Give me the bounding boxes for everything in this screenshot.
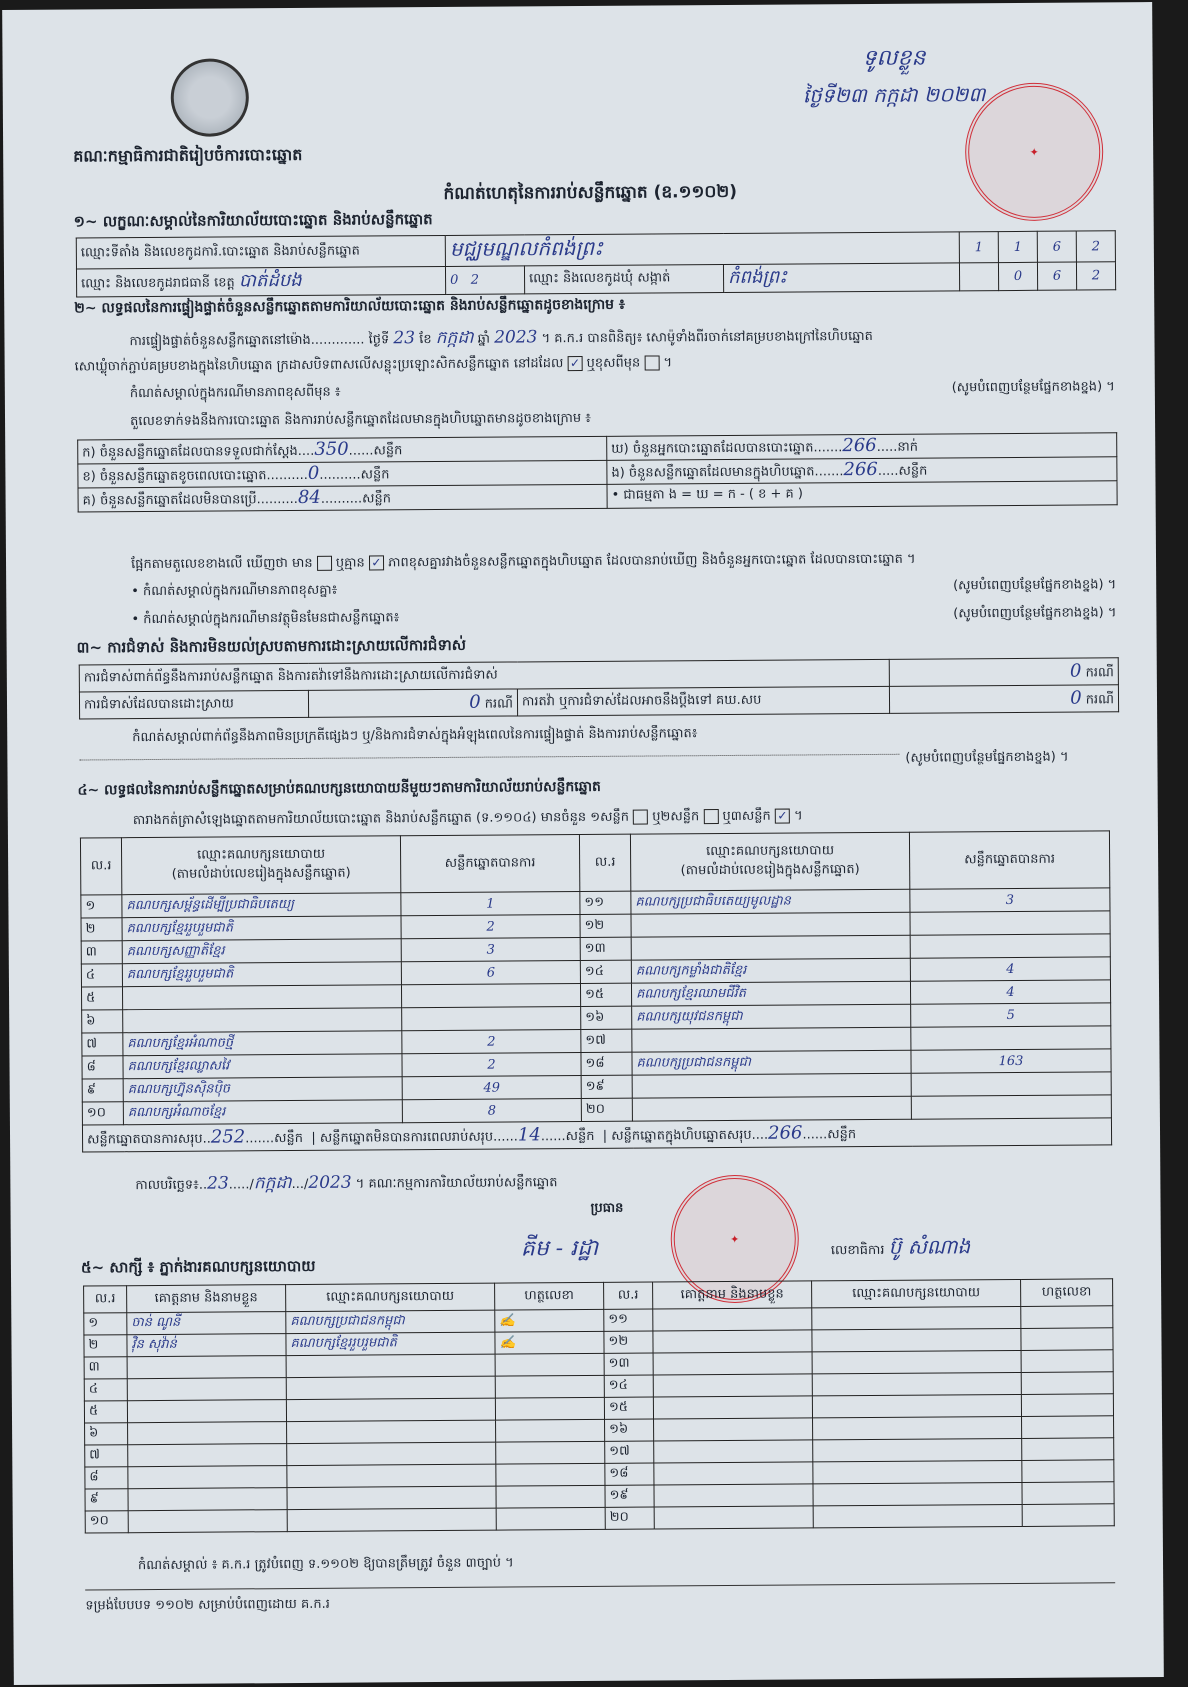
party-name	[632, 1027, 911, 1052]
party-votes: 8	[402, 1099, 581, 1123]
witness-party	[286, 1398, 495, 1421]
row-number: ១៣	[604, 1353, 653, 1375]
witness-name	[654, 1462, 813, 1485]
irregularity-fill: (សូមបំពេញបន្ថែមផ្នែកខាងខ្នង) ។	[905, 749, 1069, 766]
signing-date: កាលបរិច្ឆេទ៖..23...../កក្កដា.../2023 ។ គណៈកម្មការការិយាល័យរាប់សន្លឹកឆ្នោត	[135, 1172, 558, 1194]
row-number: ៩	[82, 1079, 123, 1102]
party-name	[631, 935, 910, 960]
objection-table: ការជំទាស់ពាក់ព័ន្ធនឹងការរាប់សន្លឹកឆ្នោត និងការតវ៉ាទៅនឹងការដោះស្រាយលើការជំទាស់ 0 ករណី ការជំទាស់ដែលបានដោះស្រាយ 0 ករណី ការតវ៉ា ឬការជំទាស់ដែលអាចនឹងប្តឹងទៅ គឃ.សប 0 ករណី	[79, 657, 1119, 719]
unchanged-checkbox[interactable]: ✓	[567, 356, 582, 371]
row-number: ៤	[84, 1379, 127, 1401]
witness-signature	[496, 1419, 605, 1442]
witness-party	[812, 1394, 1021, 1417]
witness-signature	[496, 1507, 605, 1530]
total-invalid-value: 14	[517, 1123, 541, 1145]
witness-signature	[495, 1397, 604, 1420]
station-code-3: 6	[1037, 231, 1076, 262]
row-number: ៩	[85, 1489, 128, 1511]
no-difference-checkbox[interactable]: ✓	[369, 555, 384, 570]
bullet-foreign-object: • កំណត់សម្គាល់ក្នុងករណីមានវត្ថុមិនមែនជាសន្លឹកឆ្នោត៖ (សូមបំពេញបន្ថែមផ្នែកខាងខ្នង) ។	[131, 605, 1117, 628]
party-votes	[911, 1072, 1111, 1096]
row-number: ៣	[81, 941, 122, 964]
section4-title: ៤~ លទ្ធផលនៃការរាប់សន្លឹកឆ្នោតសម្រាប់គណបក្សនយោបាយនីមួយៗតាមការិយាល័យរាប់សន្លឹកឆ្នោត	[77, 778, 601, 799]
commune-code-2: 6	[1037, 262, 1076, 290]
row-number: ៦	[82, 1010, 123, 1033]
row-number: ១	[81, 895, 122, 918]
witness-name	[654, 1506, 813, 1529]
form-title: កំណត់ហេតុនៃការរាប់សន្លឹកឆ្នោត (ឧ.១១០២)	[443, 181, 738, 204]
committee-name: គណៈកម្មាធិការជាតិរៀបចំការបោះឆ្នោត	[73, 144, 303, 166]
witness-party	[812, 1350, 1021, 1373]
witness-name: ចាន់ ណូនី	[127, 1312, 286, 1335]
station-table	[76, 230, 1116, 297]
verify-day: 23	[393, 328, 416, 349]
party-name: គណបក្សសញ្ញាតិខ្មែរ	[122, 939, 401, 964]
witness-signature	[496, 1441, 605, 1464]
secretary: លេខាធិការ ប៊ូ សំណាង	[830, 1234, 971, 1259]
witness-name	[127, 1400, 286, 1423]
party-name: គណបក្សខ្មែរឈាមជីវិត	[631, 981, 910, 1006]
row-number: ១២	[580, 914, 631, 937]
witness-signature	[495, 1375, 604, 1398]
witness-party	[813, 1416, 1022, 1439]
party-name: គណបក្សហ្វ៊ុនស៊ិនប៉ិច	[123, 1077, 402, 1102]
station-name-label: ឈ្មោះទីតាំង និងលេខកូដការិ.បោះឆ្នោត និងរាប់សន្លឹកឆ្នោត	[76, 235, 445, 269]
row-number: ៥	[81, 987, 122, 1010]
witness-signature	[1022, 1460, 1114, 1483]
row-number: ២០	[605, 1507, 654, 1529]
station-name-value: មជ្ឈមណ្ឌលកំពង់ព្រះ	[445, 232, 959, 267]
three-sheet-checkbox[interactable]: ✓	[775, 809, 790, 824]
appealed-value: 0	[1070, 687, 1082, 709]
section5-title: ៥~ សាក្សី ៖ ភ្នាក់ងារគណបក្សនយោបាយ	[80, 1256, 316, 1277]
station-code-1: 1	[959, 232, 998, 263]
party-name: គណបក្សខ្មែររួបរួមជាតិ	[122, 916, 401, 941]
row-number: ៣	[84, 1357, 127, 1379]
witness-name: វ៉ិន សុវ៉ាន់	[127, 1334, 286, 1357]
party-name: គណបក្សខ្មែររួបរួមជាតិ	[122, 962, 401, 987]
party-name	[122, 985, 401, 1010]
commune-code-1: 0	[998, 262, 1037, 290]
party-name: គណបក្សប្រជាជនកម្ពុជា	[632, 1050, 911, 1075]
party-name: គណបក្សខ្មែរឈ្លាសវៃ	[123, 1054, 402, 1079]
witness-name	[653, 1330, 812, 1353]
row-number: ៥	[84, 1401, 127, 1423]
row-number: ៤	[81, 964, 122, 987]
row-number: ១៣	[580, 937, 631, 960]
difference-note: កំណត់សម្គាល់ក្នុងករណីមានភាពខុសពីមុន ៖ (សូមបំពេញបន្ថែមផ្នែកខាងខ្នង) ។	[129, 379, 1115, 402]
party-name: គណបក្សកម្លាំងជាតិខ្មែរ	[631, 958, 910, 983]
row-number: ១៦	[581, 1006, 632, 1029]
witness-signature	[1021, 1350, 1113, 1373]
row-number: ១៥	[604, 1397, 653, 1419]
spoiled-value: 0	[307, 462, 320, 484]
witness-party: គណបក្សខ្មែររួបរួមជាតិ	[286, 1332, 495, 1355]
commune-value: កំពង់ព្រះ	[723, 263, 959, 293]
witness-signature	[1022, 1504, 1114, 1527]
witness-signature	[1022, 1416, 1114, 1439]
witness-signature	[1022, 1438, 1114, 1461]
party-votes	[911, 1026, 1111, 1050]
witness-signature	[1021, 1394, 1113, 1417]
station-code-4: 2	[1076, 231, 1115, 262]
handwritten-signature-block: ទូលខ្លួន	[862, 45, 926, 72]
party-votes: 3	[910, 888, 1110, 912]
party-name: គណបក្សអំណាចខ្មែរ	[123, 1100, 402, 1125]
row-number: ១៤	[580, 960, 631, 983]
row-number: ១៧	[581, 1029, 632, 1052]
witness-name	[654, 1440, 813, 1463]
changed-checkbox[interactable]	[644, 355, 659, 370]
row-number: ១៨	[605, 1463, 654, 1485]
tally-sheet-count: តារាងកត់ត្រាសំឡេងឆ្នោតតាមការិយាល័យបោះឆ្នោត និងរាប់សន្លឹកឆ្នោត (ទ.១១០៤) មានចំនួន ១សន្លឹក ឬ២សន្លឹក ឬ៣សន្លឹក ✓ ។	[132, 808, 803, 829]
party-results-table: ល.រ ឈ្មោះគណបក្សនយោបាយ (តាមលំដាប់លេខរៀងក្នុងសន្លឹកឆ្នោត) សន្លឹកឆ្នោតបានការ ល.រ ឈ្មោះគណបក្សនយោបាយ (តាមលំដាប់លេខរៀងក្នុងសន្លឹកឆ្នោត) សន្លឹកឆ្នោតបានការ ១ គណបក្សសម្ព័ន្ធដើម្បីប្រជាធិបតេយ្យ 1 ១១ គណបក្សប្រជាធិបតេយ្យមូលដ្ឋាន 3 ២ គណបក្សខ្មែររួបរួមជាតិ 2 ១២ ៣ គណបក្សសញ្ញាតិខ្មែរ 3 ១៣ ៤ គណបក្សខ្មែររួបរួមជាតិ 6 ១៤ គណបក្សកម្លាំងជាតិខ្មែរ 4 ៥ ១៥ គណបក្សខ្មែរឈាមជីវិត 4 ៦ ១៦ គណបក្សយុវជនកម្ពុជា 5 ៧ គណបក្សខ្មែរអំណាចថ្មី 2 ១៧ ៨ គណបក្សខ្មែរឈ្លាសវៃ 2 ១៨ គណបក្សប្រជាជនកម្ពុជា 163 ៩ គណបក្សហ្វ៊ុនស៊ិនប៉ិច 49 ១៩ ១០ គណបក្សអំណាចខ្មែរ 8 ២០ សន្លឹកឆ្នោតបានការសរុប..252.......សន្លឹក | សន្លឹកឆ្នោតមិនបានការពេលរាប់សរុប......14......សន្លឹក | សន្លឹកឆ្នោតក្នុងហិបឆ្នោតសរុប....266......សន្លឹក	[80, 830, 1112, 1152]
section2-title: ២~ លទ្ធផលនៃការផ្ទៀងផ្ទាត់ចំនួនសន្លឹកឆ្នោតតាមការិយាល័យបោះឆ្នោត និងរាប់សន្លឹកឆ្នោតដូចខាងក្រោម ៖	[74, 296, 626, 317]
witness-name	[128, 1488, 287, 1511]
witness-signature	[495, 1353, 604, 1376]
witness-party	[287, 1420, 496, 1443]
witness-party	[813, 1504, 1022, 1527]
party-name: គណបក្សសម្ព័ន្ធដើម្បីប្រជាធិបតេយ្យ	[122, 893, 401, 918]
witness-signature	[1021, 1372, 1113, 1395]
witness-signature: ✍	[495, 1331, 604, 1354]
voters-value: 266	[842, 434, 877, 457]
party-votes	[401, 984, 580, 1008]
verification-paragraph: ការផ្ទៀងផ្ទាត់ចំនួនសន្លឹកឆ្នោតនៅម៉ោង............. ថ្ងៃទី 23 ខែ កក្កដា ឆ្នាំ 2023 ។ គ.ក.រ បានពិនិត្យ៖ សោម៉ូទាំងពីរចាក់នៅគម្របខាងក្រៅនៃហិបឆ្នោត	[129, 327, 873, 350]
row-number: ១៥	[580, 983, 631, 1006]
party-votes: 1	[401, 892, 580, 916]
party-votes: 2	[401, 915, 580, 939]
section3-title: ៣~ ការជំទាស់ និងការមិនយល់ស្របតាមការដោះស្រាយលើការជំទាស់	[76, 635, 467, 657]
witness-party	[813, 1460, 1022, 1483]
row-number: ១០	[85, 1511, 128, 1533]
province-label: ឈ្មោះ និងលេខកូដរាជធានី ខេត្ត បាត់ដំបង	[76, 266, 445, 297]
compare-line: ផ្អែកតាមតួលេខខាងលើ ឃើញថា មាន ឬគ្មាន ✓ ភាពខុសគ្នារវាងចំនួនសន្លឹកឆ្នោតក្នុងហិបឆ្នោត ដែលបានរាប់ឃើញ និងចំនួនអ្នកបោះឆ្នោត ដែលបានបោះឆ្នោត ។	[130, 551, 916, 573]
party-name	[632, 1073, 911, 1098]
unused-value: 84	[297, 486, 321, 508]
section1-title: ១~ លក្ខណៈសម្គាល់នៃការិយាល័យបោះឆ្នោត និងរាប់សន្លឹកឆ្នោត	[73, 210, 433, 231]
row-number: ១១	[580, 891, 631, 914]
total-valid-value: 252	[210, 1125, 246, 1148]
total-box-value: 266	[768, 1121, 803, 1144]
party-votes: 49	[402, 1076, 581, 1100]
row-number: ២	[81, 918, 122, 941]
party-votes: 5	[911, 1003, 1111, 1027]
secretary-signature: ប៊ូ សំណាង	[888, 1234, 971, 1259]
witness-party	[286, 1376, 495, 1399]
witness-party: គណបក្សប្រជាជនកម្ពុជា	[286, 1310, 495, 1333]
seal-paragraph: សោឃ្លុំចាក់ភ្ជាប់គម្របខាងក្នុងនៃហិបឆ្នោត ក្រដាសបិទពាសលើសន្លុះប្រឡោះសិកសន្លឹកឆ្នោត នៅដដែល ✓ ឬខុសពីមុន ។	[74, 355, 673, 375]
party-name: គណបក្សប្រជាធិបតេយ្យមូលដ្ឋាន	[631, 889, 910, 914]
formula: • ជាធម្មតា ង = ឃ = ក - ( ខ + គ )	[607, 481, 1117, 509]
row-number: ៧	[85, 1445, 128, 1467]
witness-name	[654, 1484, 813, 1507]
bullet-difference: • កំណត់សម្គាល់ក្នុងករណីមានភាពខុសគ្នា៖ (សូមបំពេញបន្ថែមផ្នែកខាងខ្នង) ។	[131, 577, 1117, 600]
row-number: ៧	[82, 1033, 123, 1056]
witness-name	[653, 1374, 812, 1397]
party-votes	[911, 1095, 1111, 1119]
row-number: ១៨	[581, 1052, 632, 1075]
witness-party	[812, 1328, 1021, 1351]
party-votes: 6	[401, 961, 580, 985]
witness-party	[286, 1354, 495, 1377]
witness-party	[812, 1306, 1021, 1329]
row-number: ៨	[82, 1056, 123, 1079]
party-votes: 4	[910, 957, 1110, 981]
has-difference-checkbox[interactable]	[317, 556, 332, 571]
nec-logo	[171, 58, 250, 137]
witness-signature	[1021, 1328, 1113, 1351]
footer-note: កំណត់សម្គាល់ ៖ គ.ក.រ ត្រូវបំពេញ ទ.១១០២ ឱ្យបានត្រឹមត្រូវ ចំនួន ៣ច្បាប់ ។	[137, 1555, 514, 1574]
party-name	[123, 1008, 402, 1033]
form-usage-note: ទម្រង់បែបបទ ១១០២ សម្រាប់បំពេញដោយ គ.ក.រ	[85, 1596, 330, 1614]
party-name: គណបក្សយុវជនកម្ពុជា	[632, 1004, 911, 1029]
party-name: គណបក្សខ្មែរអំណាចថ្មី	[123, 1031, 402, 1056]
witness-signature	[496, 1485, 605, 1508]
row-number: ១១	[604, 1309, 653, 1331]
witness-signature: ✍	[495, 1309, 604, 1332]
party-votes: 4	[910, 980, 1110, 1004]
irregularity-note: កំណត់សម្គាល់ពាក់ព័ន្ធនឹងភាពមិនប្រក្រតីផ្សេងៗ ឬ/និងការជំទាស់ក្នុងអំឡុងពេលនៃការផ្ទៀងផ្ទាត់ និងការរាប់សន្លឹកឆ្នោត៖	[132, 726, 698, 746]
figures-intro: តួលេខទាក់ទងនឹងការបោះឆ្នោត និងការរាប់សន្លឹកឆ្នោតដែលមានក្នុងហិបឆ្នោតមានដូចខាងក្រោម ៖	[129, 410, 592, 430]
witness-signature	[1022, 1482, 1114, 1505]
commune-label: ឈ្មោះ និងលេខកូដឃុំ សង្កាត់	[524, 265, 723, 294]
ballot-figures-table: ក) ចំនួនសន្លឹកឆ្នោតដែលបានទទួលជាក់ស្តែង....350......សន្លឹក ឃ) ចំនួនអ្នកបោះឆ្នោតដែលបានបោះឆ្នោត.......266.....នាក់ ខ) ចំនួនសន្លឹកឆ្នោតខូចពេលបោះឆ្នោត..........0..........សន្លឹក ង) ចំនួនសន្លឹកឆ្នោតដែលមានក្នុងហិបឆ្នោត.......266.....សន្លឹក គ) ចំនួនសន្លឹកឆ្នោតដែលមិនបានប្រើ..........84..........សន្លឹក • ជាធម្មតា ង = ឃ = ក - ( ខ + គ )	[77, 432, 1117, 512]
chair-label: ប្រធាន	[590, 1200, 624, 1216]
official-stamp-top: ✦	[965, 82, 1104, 221]
province-value: បាត់ដំបង	[238, 269, 302, 292]
witness-party	[812, 1372, 1021, 1395]
party-name	[632, 1096, 911, 1121]
row-number: ២០	[581, 1098, 632, 1121]
resolved-value: 0	[469, 691, 481, 713]
party-name	[631, 912, 910, 937]
witness-party	[287, 1486, 496, 1509]
witness-name	[654, 1418, 813, 1441]
verify-year: 2023	[494, 327, 538, 348]
witness-name	[128, 1466, 287, 1489]
party-votes: 163	[911, 1049, 1111, 1073]
two-sheet-checkbox[interactable]	[703, 809, 718, 824]
row-number: ១៦	[605, 1419, 654, 1441]
row-number: ១៧	[605, 1441, 654, 1463]
party-votes	[910, 911, 1110, 935]
verify-month: កក្កដា	[435, 327, 474, 349]
ballots-received-value: 350	[314, 438, 349, 460]
witness-name	[127, 1356, 286, 1379]
chair-signature: គីម - រដ្ឋា	[520, 1235, 599, 1262]
row-number: ៨	[85, 1467, 128, 1489]
witness-name	[128, 1422, 287, 1445]
witness-party	[813, 1482, 1022, 1505]
witness-name	[128, 1444, 287, 1467]
row-number: ១៩	[581, 1075, 632, 1098]
witness-name	[653, 1308, 812, 1331]
row-number: ១០	[82, 1102, 123, 1125]
witness-table: ល.រ គោត្តនាម និងនាមខ្លួន ឈ្មោះគណបក្សនយោបាយ ហត្ថលេខា ល.រ គោត្តនាម និងនាមខ្លួន ឈ្មោះគណបក្សនយោបាយ ហត្ថលេខា ១ ចាន់ ណូនី គណបក្សប្រជាជនកម្ពុជា ✍ ១១ ២ វ៉ិន សុវ៉ាន់ គណបក្សខ្មែររួបរួមជាតិ ✍ ១២ ៣ ១៣ ៤ ១៤ ៥ ១៥ ៦ ១៦ ៧ ១៧ ៨ ១៨ ៩ ១៩ ១០ ២០	[83, 1278, 1115, 1533]
row-number: ១២	[604, 1331, 653, 1353]
commune-code-3: 2	[1076, 262, 1115, 290]
row-number: ៦	[85, 1423, 128, 1445]
witness-signature	[1021, 1306, 1113, 1329]
one-sheet-checkbox[interactable]	[633, 810, 648, 825]
witness-name	[653, 1352, 812, 1375]
province-code: 0 2	[445, 266, 524, 295]
party-votes: 2	[402, 1030, 581, 1054]
party-votes	[402, 1007, 581, 1031]
witness-party	[813, 1438, 1022, 1461]
witness-party	[287, 1464, 496, 1487]
row-number: ១៤	[604, 1375, 653, 1397]
handwritten-signature-date: ថ្ងៃទី២៣ កក្កដា ២០២៣	[802, 82, 986, 108]
row-number: ១៩	[605, 1485, 654, 1507]
witness-signature	[496, 1463, 605, 1486]
party-votes	[910, 934, 1110, 958]
ballots-in-box-value: 266	[843, 458, 878, 481]
row-number: ១	[84, 1313, 127, 1335]
official-stamp-bottom: ✦	[670, 1175, 799, 1304]
party-votes: 2	[402, 1053, 581, 1077]
witness-party	[287, 1508, 496, 1531]
row-number: ២	[84, 1335, 127, 1357]
witness-party	[287, 1442, 496, 1465]
witness-name	[128, 1510, 287, 1533]
witness-name	[127, 1378, 286, 1401]
form-page	[2, 2, 1164, 1685]
station-code-2: 1	[998, 231, 1037, 262]
objections-value: 0	[1069, 660, 1082, 682]
witness-name	[653, 1396, 812, 1419]
party-votes: 3	[401, 938, 580, 962]
